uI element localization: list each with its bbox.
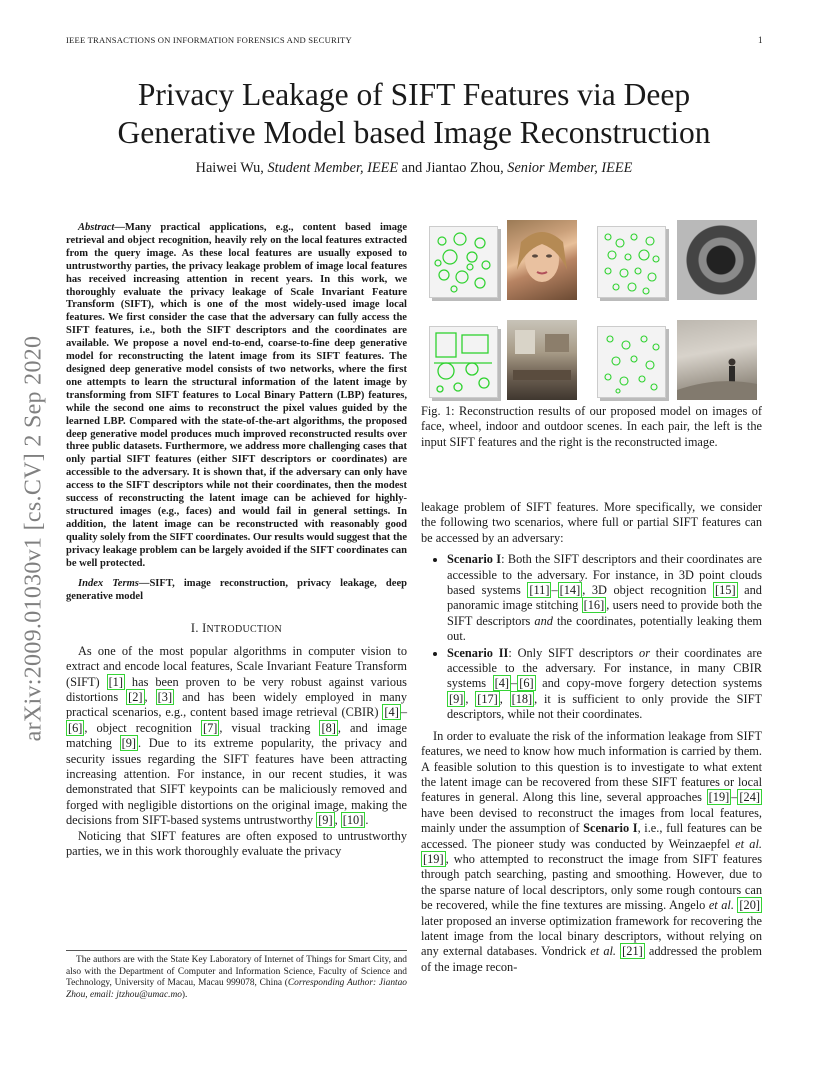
citation-link[interactable]: [19] <box>708 790 730 805</box>
intro-paragraph-2: Noticing that SIFT features are often exposed to untrustworthy parties, we in this work thoroughly evaluate the privacy <box>66 828 407 858</box>
citation-link[interactable]: [24] <box>739 790 760 805</box>
right-paragraph-1: leakage problem of SIFT features. More specifically, we consider the following two scenarios, where full or partial SIFT features can be accessed by an adversary: <box>421 500 762 545</box>
right-column <box>421 500 762 975</box>
scenario-list <box>421 552 762 722</box>
citation-link[interactable]: [17] <box>477 691 498 706</box>
reconstructed-outdoor-image <box>677 320 757 400</box>
author-1-role: Student Member, IEEE <box>267 160 399 176</box>
index-terms-text: —SIFT, image reconstruction, privacy leakage, deep generative model <box>66 578 408 603</box>
citation-link[interactable]: [4] <box>494 676 510 691</box>
citation-link[interactable]: [1] <box>108 674 123 689</box>
sift-features-outdoor-image <box>597 326 666 398</box>
reconstructed-indoor-image <box>507 320 577 400</box>
outdoor-scene-shapes <box>677 320 757 400</box>
sift-points-graphic <box>430 227 497 297</box>
sift-points-graphic <box>598 227 665 297</box>
section-number: I. <box>190 621 203 636</box>
page-number: 1 <box>758 35 763 45</box>
title-line-2: Generative Model based Image Reconstruction <box>117 115 711 150</box>
citation-link[interactable]: [15] <box>715 583 736 598</box>
citation-link[interactable]: [11] <box>529 583 550 598</box>
scenario-1-item: • Scenario I: Both the SIFT descriptors and their coordinates are accessible to the adversary. For instance, in 3D point clouds based systems [11] – [14] , 3D object recognition [15] and panoramic image stitching [16] , users need to provide both the SIFT descriptors and the coordinates, potentially leaking them out. <box>447 552 762 644</box>
right-paragraph-2: In order to evaluate the risk of the information leakage from SIFT features, we need to know how much information is carried by them. A feasible solution to this question is to investigate to what extent the latent image can be recovered from these SIFT features or local features in general. Along this line, several approaches [19] – [24] have been devised to reconstruct the images from local features, mainly under the assumption of Scenario I, i.e., full features can be accessed. The pioneer study was conducted by Weinzaepfel et al. [19] , who attempted to reconstruct the image from SIFT features through patch searching, pasting and smoothing. However, due to the sparse nature of local descriptors, only some rough contours can be recovered, while the fine textures are missing. Angelo et al. [20] later proposed an inverse optimization framework for recovering the latent image from the local binary descriptors, without relying on any external databases. Vondrick et al. [21] addressed the problem of the image recon- <box>421 728 763 974</box>
section-title-initial: I <box>202 621 207 636</box>
sift-features-face-image <box>429 226 498 298</box>
index-terms <box>66 578 407 604</box>
sift-features-indoor-image <box>429 326 498 398</box>
paper-title <box>40 76 788 152</box>
face-shape <box>507 220 577 300</box>
citation-link[interactable]: [6] <box>68 720 83 735</box>
footnote: The authors are with the State Key Laboratory of Internet of Things for Smart City, and also with the Department of Computer and Information Science, Faculty of Science and Technology, University of Macau, Macau 999078, China (Corresponding Author: Jiantao Zhou, email: jtzhou@umac.mo). <box>66 950 407 1001</box>
running-head: IEEE TRANSACTIONS ON INFORMATION FORENSICS AND SECURITY <box>66 35 352 45</box>
figure-1 <box>425 220 763 400</box>
citation-link[interactable]: [18] <box>511 691 533 706</box>
citation-link[interactable]: [20] <box>739 898 760 913</box>
citation-link[interactable]: [9] <box>318 813 333 828</box>
citation-link[interactable]: [14] <box>559 583 581 598</box>
footnote-text: The authors are with the State Key Laboratory of Internet of Things for Smart City, and also with the Department of Computer and Information Science, Faculty of Science and Technology, University of Macau, Macau 999078, China ( <box>66 955 407 989</box>
citation-link[interactable]: [10] <box>342 813 364 828</box>
citation-link[interactable]: [8] <box>321 720 336 735</box>
citation-link[interactable]: [2] <box>128 689 143 704</box>
sift-points-graphic <box>598 327 665 397</box>
author-line <box>40 160 788 177</box>
arxiv-identifier[interactable]: arXiv:2009.01030v1 [cs.CV] 2 Sep 2020 <box>20 335 47 742</box>
left-column <box>66 222 407 859</box>
citation-link[interactable]: [7] <box>202 720 218 735</box>
intro-paragraph-1: As one of the most popular algorithms in computer vision to extract and encode local features, Scale Invariant Feature Transform (SIFT) [1] has been proven to be very robust against various distortions [2] , [3] and has been widely employed in many practical scenarios, e.g., content based image retrieval (CBIR) [4] –[6] , object recognition [7] , visual tracking [8] , and image matching [9] . Due to its extreme popularity, the privacy and security issues regarding the SIFT features have been attracting increasing attention. For instance, in our recent studies, it was demonstrated that SIFT keypoints can be maliciously removed and forged with negligible distortions on the original image, making the decisions from SIFT-based systems untrustworthy [9] , [10] . <box>66 643 408 828</box>
title-line-1: Privacy Leakage of SIFT Features via Deep <box>137 77 691 112</box>
scenario-2-item: • Scenario II: Only SIFT descriptors or their coordinates are accessible to the adversary. For instance, in many CBIR systems [4] – [6] and copy-move forgery detection systems [9] , [17] , [18] , it is sufficient to only provide the SIFT descriptors, while not their coordinates. <box>447 646 762 723</box>
citation-link[interactable]: [4] <box>384 705 399 720</box>
figure-caption: Fig. 1: Reconstruction results of our proposed model on images of face, wheel, indoor and outdoor scenes. In each pair, the left is the input SIFT features and the right is the reconstructed image. <box>421 404 762 449</box>
index-terms-label: Index Terms <box>78 578 139 590</box>
citation-link[interactable]: [19] <box>423 851 444 866</box>
citation-link[interactable]: [9] <box>121 736 137 751</box>
sift-features-wheel-image <box>597 226 666 298</box>
indoor-scene-shapes <box>507 320 577 400</box>
citation-link[interactable]: [21] <box>622 944 643 959</box>
author-2-role: Senior Member, IEEE <box>507 160 633 176</box>
reconstructed-face-image <box>507 220 577 300</box>
scenario-1-label: Scenario I <box>447 552 502 567</box>
reconstructed-wheel-image <box>677 220 757 300</box>
citation-link[interactable]: [3] <box>157 689 173 704</box>
citation-link[interactable]: [16] <box>583 598 605 613</box>
abstract-label: Abstract <box>78 222 115 233</box>
author-1: Haiwei Wu, <box>195 160 268 176</box>
abstract-text: —Many practical applications, e.g., content based image retrieval and object recognition, heavily rely on the local features extracted from the query image. As these local features are usually exposed to untrustworthy parties, the privacy leakage problem of image local features has received increasing attention in recent years. In this work, we thoroughly evaluate the privacy leakage of Scale Invariant Feature Transform (SIFT), which is one of the most widely-used image local features. We first consider the case that the adversary can fully access the SIFT features, i.e., both the SIFT descriptors and the coordinates are available. We propose a novel end-to-end, coarse-to-fine deep generative model for reconstructing the latent image from its SIFT features. The designed deep generative model consists of two networks, where the first one attempts to learn the structural information of the latent image by transforming from SIFT features to Local Binary Pattern (LBP) features, while the second one aims to reconstruct the pixel values guided by the learned LBP. Compared with the state-of-the-art algorithms, the proposed deep generative model produces much improved reconstructed results over three public datasets. Furthermore, we address more challenging cases that only partial SIFT features (either SIFT descriptors or coordinates) are accessible to the adversary. It is shown that, if the adversary can only have access to the SIFT descriptors while not their coordinates, then the modest success of reconstructing the latent image can be achieved for highly-structured images (e.g., faces) and would fail in general settings. In addition, the latent image can be reconstructed with reasonably good quality solely from the SIFT coordinates. Our results would suggest that the privacy leakage problem can be largely avoided if the SIFT coordinates can be well protected. <box>66 222 407 569</box>
section-heading <box>66 621 407 637</box>
author-2: and Jiantao Zhou, <box>398 160 508 176</box>
abstract <box>66 222 407 570</box>
citation-link[interactable]: [9] <box>449 691 464 706</box>
sift-points-graphic <box>430 327 497 397</box>
section-title-rest: NTRODUCTION <box>206 624 283 636</box>
citation-link[interactable]: [6] <box>519 676 534 691</box>
scenario-2-label: Scenario II <box>447 645 509 660</box>
footnote-corresponding: Corresponding Author: Jiantao Zhou, email: jtzhou@umac.mo <box>66 978 407 1000</box>
